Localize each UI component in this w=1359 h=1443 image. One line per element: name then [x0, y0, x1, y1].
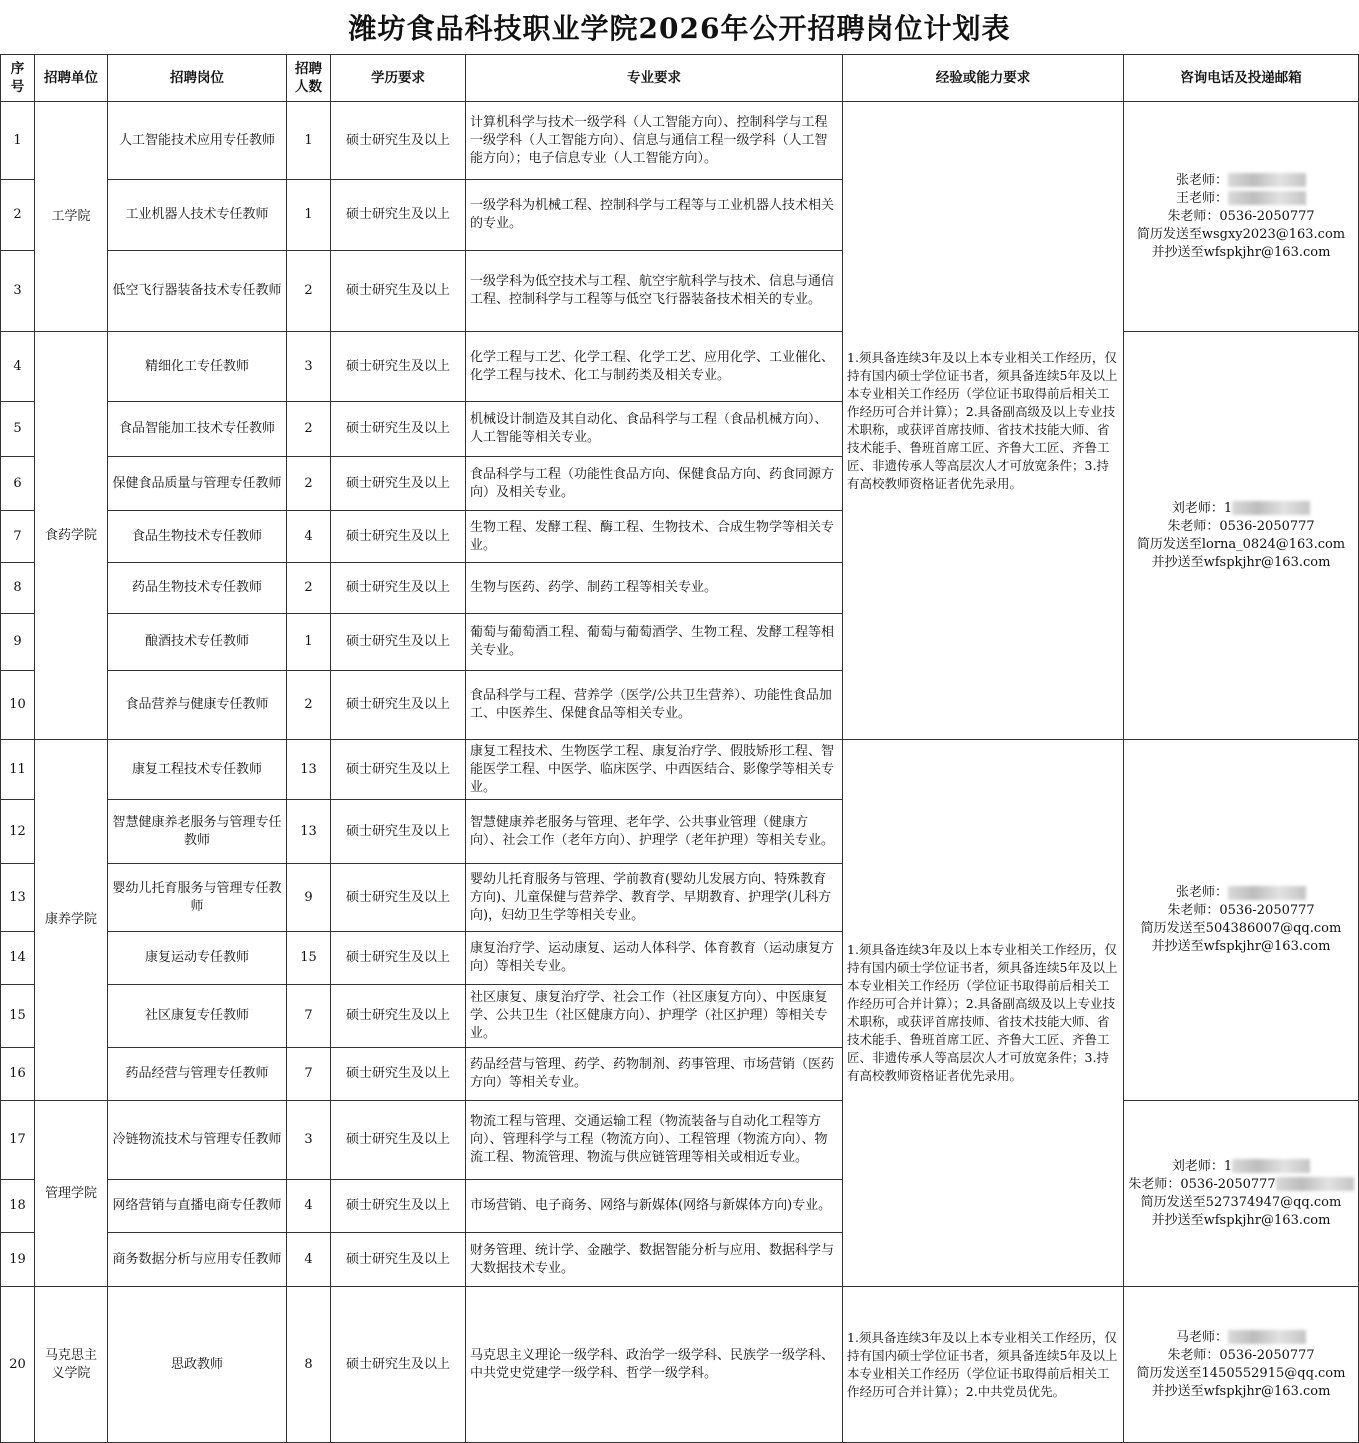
cell-unit: 食药学院: [35, 332, 108, 740]
cell-seq: 14: [1, 932, 35, 985]
cell-major: 马克思主义理论一级学科、政治学一级学科、民族学一级学科、中共党史党建学一级学科、哲学一级学科。: [466, 1287, 843, 1443]
redacted-phone: [1228, 1330, 1306, 1344]
table-row: [1, 102, 1359, 180]
table-row: [1, 1287, 1359, 1443]
cell-post: 智慧健康养老服务与管理专任教师: [108, 800, 287, 864]
cell-count: 13: [287, 800, 331, 864]
cell-count: 2: [287, 402, 331, 457]
header-seq: 序号: [1, 55, 35, 102]
redacted-phone: [1228, 173, 1306, 187]
cell-seq: 10: [1, 671, 35, 740]
recruitment-table: [0, 54, 1359, 1443]
contact-line: 简历发送至504386007@qq.com: [1140, 921, 1342, 936]
contact-line: 简历发送至lorna_0824@163.com: [1136, 536, 1346, 552]
contact-line: 刘老师：1: [1128, 1158, 1354, 1176]
cell-post: 保健食品质量与管理专任教师: [108, 457, 287, 511]
cell-seq: 9: [1, 614, 35, 671]
cell-post: 康复工程技术专任教师: [108, 740, 287, 800]
cell-major: 机械设计制造及其自动化、食品科学与工程（食品机械方向）、人工智能等相关专业。: [466, 402, 843, 457]
cell-post: 冷链物流技术与管理专任教师: [108, 1101, 287, 1180]
cell-count: 9: [287, 864, 331, 932]
cell-edu: 硕士研究生及以上: [331, 180, 466, 251]
contact-line: 王老师：: [1128, 190, 1354, 208]
cell-edu: 硕士研究生及以上: [331, 1287, 466, 1443]
cell-post: 网络营销与直播电商专任教师: [108, 1180, 287, 1233]
cell-edu: 硕士研究生及以上: [331, 671, 466, 740]
cell-major: 物流工程与管理、交通运输工程（物流装备与自动化工程等方向）、管理科学与工程（物流方向）、工程管理（物流方向）、物流工程、物流管理、物流与供应链管理等相关或相近专业。: [466, 1101, 843, 1180]
cell-edu: 硕士研究生及以上: [331, 1233, 466, 1287]
cell-major: 一级学科为低空技术与工程、航空宇航科学与技术、信息与通信工程、控制科学与工程等与低空飞行器装备技术相关的专业。: [466, 251, 843, 332]
cell-post: 婴幼儿托育服务与管理专任教师: [108, 864, 287, 932]
cell-count: 3: [287, 332, 331, 402]
cell-post: 精细化工专任教师: [108, 332, 287, 402]
cell-edu: 硕士研究生及以上: [331, 740, 466, 800]
table-row: [1, 1101, 1359, 1180]
cell-count: 13: [287, 740, 331, 800]
cell-count: 4: [287, 511, 331, 563]
header-contact: 咨询电话及投递邮箱: [1124, 55, 1359, 102]
cell-edu: 硕士研究生及以上: [331, 402, 466, 457]
contact-line: 并抄送至wfspkjhr@163.com: [1151, 1212, 1331, 1228]
header-row: [1, 55, 1359, 102]
cell-count: 15: [287, 932, 331, 985]
cell-post: 食品生物技术专任教师: [108, 511, 287, 563]
redacted-phone: [1228, 191, 1306, 205]
cell-major: 食品科学与工程、营养学（医学/公共卫生营养）、功能性食品加工、中医养生、保健食品等相关专业。: [466, 671, 843, 740]
cell-major: 一级学科为机械工程、控制科学与工程等与工业机器人技术相关的专业。: [466, 180, 843, 251]
contact-line: 朱老师：0536-2050777: [1167, 903, 1315, 918]
cell-count: 1: [287, 102, 331, 180]
cell-count: 1: [287, 180, 331, 251]
cell-major: 财务管理、统计学、金融学、数据智能分析与应用、数据科学与大数据技术专业。: [466, 1233, 843, 1287]
redacted-phone: [1276, 1177, 1354, 1191]
cell-contact: [1124, 1101, 1359, 1287]
cell-edu: 硕士研究生及以上: [331, 614, 466, 671]
cell-post: 康复运动专任教师: [108, 932, 287, 985]
contact-line: 朱老师：0536-2050777: [1167, 518, 1315, 534]
cell-seq: 11: [1, 740, 35, 800]
cell-major: 智慧健康养老服务与管理、老年学、公共事业管理（健康方向）、社会工作（老年方向）、护理学（老年护理）等相关专业。: [466, 800, 843, 864]
cell-edu: 硕士研究生及以上: [331, 985, 466, 1048]
cell-post: 食品智能加工技术专任教师: [108, 402, 287, 457]
cell-count: 2: [287, 457, 331, 511]
cell-edu: 硕士研究生及以上: [331, 251, 466, 332]
cell-major: 婴幼儿托育服务与管理、学前教育(婴幼儿发展方向、特殊教育方向)、儿童保健与营养学、教育学、早期教育、护理学(儿科方向)，妇幼卫生学等相关专业。: [466, 864, 843, 932]
contact-line: 朱老师：0536-2050777: [1128, 1176, 1354, 1194]
cell-count: 7: [287, 985, 331, 1048]
cell-count: 1: [287, 614, 331, 671]
cell-seq: 7: [1, 511, 35, 563]
cell-seq: 19: [1, 1233, 35, 1287]
cell-major: 化学工程与工艺、化学工程、化学工艺、应用化学、工业催化、化学工程与技术、化工与制药类及相关专业。: [466, 332, 843, 402]
cell-edu: 硕士研究生及以上: [331, 1180, 466, 1233]
contact-line: 并抄送至wfspkjhr@163.com: [1151, 554, 1331, 570]
cell-count: 2: [287, 563, 331, 614]
contact-line: 并抄送至wfspkjhr@163.com: [1151, 939, 1331, 954]
cell-count: 8: [287, 1287, 331, 1443]
cell-seq: 18: [1, 1180, 35, 1233]
cell-seq: 3: [1, 251, 35, 332]
cell-seq: 5: [1, 402, 35, 457]
cell-post: 社区康复专任教师: [108, 985, 287, 1048]
cell-post: 思政教师: [108, 1287, 287, 1443]
cell-count: 7: [287, 1048, 331, 1101]
cell-seq: 12: [1, 800, 35, 864]
cell-post: 食品营养与健康专任教师: [108, 671, 287, 740]
contact-line: 并抄送至wfspkjhr@163.com: [1151, 1383, 1331, 1399]
cell-post: 商务数据分析与应用专任教师: [108, 1233, 287, 1287]
header-unit: 招聘单位: [35, 55, 108, 102]
header-count: 招聘人数: [287, 55, 331, 102]
cell-post: 药品生物技术专任教师: [108, 563, 287, 614]
table-row: [1, 740, 1359, 800]
cell-edu: 硕士研究生及以上: [331, 332, 466, 402]
contact-line: 朱老师：0536-2050777: [1167, 1347, 1315, 1363]
cell-edu: 硕士研究生及以上: [331, 563, 466, 614]
contact-line: 朱老师：0536-2050777: [1167, 208, 1315, 224]
header-exp: 经验或能力要求: [843, 55, 1124, 102]
cell-edu: 硕士研究生及以上: [331, 932, 466, 985]
cell-unit: 马克思主义学院: [35, 1287, 108, 1443]
cell-post: 酿酒技术专任教师: [108, 614, 287, 671]
contact-line: 张老师：: [1128, 884, 1354, 902]
cell-major: 食品科学与工程（功能性食品方向、保健食品方向、药食同源方向）及相关专业。: [466, 457, 843, 511]
cell-edu: 硕士研究生及以上: [331, 800, 466, 864]
cell-exp: 1.须具备连续3年及以上本专业相关工作经历，仅持有国内硕士学位证书者，须具备连续5年及以上本专业相关工作经历（学位证书取得前后相关工作经历可合并计算）；2.具备副高级及以上专业技术职称，或获评首席技师、省技术技能大师、省技术能手、鲁班首席工匠、齐鲁大工匠、齐鲁工匠、非遗传承人等高层次人才可放宽条件；3.持有高校教师资格证者优先录用。: [843, 102, 1124, 740]
cell-post: 人工智能技术应用专任教师: [108, 102, 287, 180]
cell-edu: 硕士研究生及以上: [331, 457, 466, 511]
cell-exp: 1.须具备连续3年及以上本专业相关工作经历，仅持有国内硕士学位证书者，须具备连续5年及以上本专业相关工作经历（学位证书取得前后相关工作经历可合并计算）；2.具备副高级及以上专业技术职称，或获评首席技师、省技术技能大师、省技术能手、鲁班首席工匠、齐鲁大工匠、齐鲁工匠、非遗传承人等高层次人才可放宽条件；3.持有高校教师资格证者优先录用。: [843, 740, 1124, 1287]
cell-major: 计算机科学与技术一级学科（人工智能方向）、控制科学与工程一级学科（人工智能方向）、信息与通信工程一级学科（人工智能方向）；电子信息专业（人工智能方向）。: [466, 102, 843, 180]
cell-post: 低空飞行器装备技术专任教师: [108, 251, 287, 332]
cell-edu: 硕士研究生及以上: [331, 102, 466, 180]
cell-post: 工业机器人技术专任教师: [108, 180, 287, 251]
cell-major: 社区康复、康复治疗学、社会工作（社区康复方向）、中医康复学、公共卫生（社区健康方向）、护理学（社区护理）等相关专业。: [466, 985, 843, 1048]
header-edu: 学历要求: [331, 55, 466, 102]
redacted-phone: [1228, 886, 1306, 900]
table-row: [1, 332, 1359, 402]
contact-line: 刘老师：1: [1128, 500, 1354, 518]
header-post: 招聘岗位: [108, 55, 287, 102]
cell-seq: 15: [1, 985, 35, 1048]
contact-line: 张老师：: [1128, 172, 1354, 190]
contact-line: 简历发送至1450552915@qq.com: [1136, 1365, 1346, 1381]
contact-line: 并抄送至wfspkjhr@163.com: [1151, 244, 1331, 260]
cell-unit: 工学院: [35, 102, 108, 332]
redacted-phone: [1232, 501, 1310, 515]
cell-seq: 20: [1, 1287, 35, 1443]
cell-seq: 16: [1, 1048, 35, 1101]
cell-contact: [1124, 332, 1359, 740]
cell-major: 生物与医药、药学、制药工程等相关专业。: [466, 563, 843, 614]
cell-major: 葡萄与葡萄酒工程、葡萄与葡萄酒学、生物工程、发酵工程等相关专业。: [466, 614, 843, 671]
cell-unit: 康养学院: [35, 740, 108, 1101]
cell-contact: [1124, 740, 1359, 1101]
cell-seq: 17: [1, 1101, 35, 1180]
cell-count: 4: [287, 1233, 331, 1287]
cell-seq: 2: [1, 180, 35, 251]
cell-seq: 4: [1, 332, 35, 402]
cell-count: 3: [287, 1101, 331, 1180]
cell-edu: 硕士研究生及以上: [331, 511, 466, 563]
cell-major: 康复治疗学、运动康复、运动人体科学、体育教育（运动康复方向）等相关专业。: [466, 932, 843, 985]
redacted-phone: [1232, 1159, 1310, 1173]
page-title: 潍坊食品科技职业学院2026年公开招聘岗位计划表: [348, 12, 1011, 45]
cell-contact: [1124, 102, 1359, 332]
cell-seq: 13: [1, 864, 35, 932]
cell-major: 生物工程、发酵工程、酶工程、生物技术、合成生物学等相关专业。: [466, 511, 843, 563]
cell-exp: 1.须具备连续3年及以上本专业相关工作经历，仅持有国内硕士学位证书者，须具备连续5年及以上本专业相关工作经历（学位证书取得前后相关工作经历可合并计算）；2.中共党员优先。: [843, 1287, 1124, 1443]
cell-seq: 1: [1, 102, 35, 180]
cell-edu: 硕士研究生及以上: [331, 1048, 466, 1101]
cell-seq: 8: [1, 563, 35, 614]
cell-contact: [1124, 1287, 1359, 1443]
cell-major: 市场营销、电子商务、网络与新媒体(网络与新媒体方向)专业。: [466, 1180, 843, 1233]
contact-line: 简历发送至wsgxy2023@163.com: [1136, 226, 1346, 242]
cell-count: 4: [287, 1180, 331, 1233]
cell-count: 2: [287, 251, 331, 332]
cell-major: 药品经营与管理、药学、药物制剂、药事管理、市场营销（医药方向）等相关专业。: [466, 1048, 843, 1101]
cell-seq: 6: [1, 457, 35, 511]
contact-line: 简历发送至527374947@qq.com: [1140, 1194, 1342, 1210]
header-major: 专业要求: [466, 55, 843, 102]
cell-unit: 管理学院: [35, 1101, 108, 1287]
cell-edu: 硕士研究生及以上: [331, 1101, 466, 1180]
contact-line: 马老师：: [1128, 1329, 1354, 1347]
cell-major: 康复工程技术、生物医学工程、康复治疗学、假肢矫形工程、智能医学工程、中医学、临床医学、中西医结合、影像学等相关专业。: [466, 740, 843, 800]
cell-count: 2: [287, 671, 331, 740]
cell-edu: 硕士研究生及以上: [331, 864, 466, 932]
cell-post: 药品经营与管理专任教师: [108, 1048, 287, 1101]
